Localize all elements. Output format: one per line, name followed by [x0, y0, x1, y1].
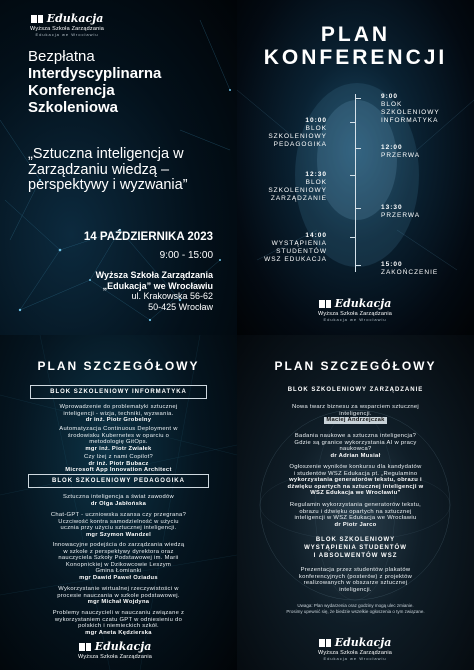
agenda-heading: PLAN	[320, 23, 391, 46]
talk-item: Regulamin wykorzystania generatorów tekstu, obrazu i dźwięku opartych na sztucznej inteligencji w WSZ Edukacja we Wrocławiu dr Piotr Jarco	[289, 502, 422, 528]
brand-school: Wyższa Szkoła Zarządzania	[30, 26, 105, 32]
book-icon	[31, 14, 44, 24]
event-date: 14 PAŹDZIERNIKA 2023	[83, 231, 213, 243]
intro-panel	[0, 0, 237, 335]
agenda-item: 9:00 BLOK SZKOLENIOWY INFORMATYKA	[381, 93, 440, 124]
talk-item: Badania naukowe a sztuczna inteligencja? Gdzie są granice wykorzystania AI w pracy naukowca? dr Adrian Musiał	[294, 433, 417, 459]
talk-item: Problemy nauczycieli w nauczaniu związane z wykorzystaniem czatu GPT w odniesieniu do polskich i niemieckich szkół. mgr Aneta Kędzierska	[52, 610, 185, 636]
brand-name: Edukacja	[46, 12, 104, 25]
brand-name: Edukacja	[94, 640, 152, 653]
agenda-item: 10:00 BLOK SZKOLENIOWY PEDAGOGIKA	[268, 117, 327, 148]
book-icon	[319, 299, 332, 309]
talk-item: Chat-GPT - uczniowska szansa czy przegrana? Uczciwość kontra samodzielność w użyciu ucznia przy użyciu sztucznej inteligencji. mgr Szymon Wandzel	[50, 512, 187, 538]
brand-school: Wyższa Szkoła Zarządzania	[78, 654, 153, 660]
timeline-tick	[350, 175, 355, 176]
timeline-tick	[356, 208, 361, 209]
block-students-title: BLOK SZKOLENIOWY WYSTĄPIENIA STUDENTÓW I ABSOLWENTÓW WSZ	[304, 537, 407, 559]
timeline-tick	[356, 98, 361, 99]
block-informatyka-title: BLOK SZKOLENIOWY INFORMATYKA	[30, 385, 207, 399]
talk-item: Innowacyjne podejścia do zarządzania wiedzą w szkole z perspektywy dyrektora oraz nauczyciela Szkoły Podstawowej im. Marii Konopnickiej w Dzikowcowie Leszym Gmina Łomianki mgr Dawid Paweł Oziadus	[52, 542, 185, 581]
event-time: 9:00 - 15:00	[159, 250, 213, 261]
block-pedagogika-title: BLOK SZKOLENIOWY PEDAGOGIKA	[28, 474, 209, 488]
event-venue: Wyższa Szkoła Zarządzania „Edukacja” we Wrocławiu ul. Krakowska 56-62 50-425 Wrocław	[95, 270, 213, 312]
brand-logo	[30, 12, 104, 37]
brand-city: Edukacja we Wrocławiu	[323, 317, 387, 322]
brand-logo	[78, 640, 152, 660]
brand-name: Edukacja	[334, 636, 392, 649]
agenda-heading-sub: KONFERENCJI	[263, 46, 448, 69]
talk-item: Nowa twarz biznesu za wsparciem sztucznej inteligencji. Maciej Andrzejczak	[292, 404, 419, 424]
agenda-item: 14:00 WYSTĄPIENIA STUDENTÓW WSZ EDUKACJA	[264, 232, 327, 263]
brand-city: Edukacja we Wrocławiu	[323, 656, 387, 661]
timeline-tick	[350, 237, 355, 238]
talk-item: Ogłoszenie wyników konkursu dla kandydatów i studentów WSZ Edukacja pt. „Regulamino wykorzystania generatorów tekstu, obrazu i dźwięku opartych na sztucznej inteligencji w WSZ Edukacja we Wrocławiu”	[287, 464, 424, 497]
conference-theme: „Sztuczna inteligencja w Zarządzaniu wiedzą – perspektywy i wyzwania”	[28, 146, 188, 193]
brand-school: Wyższa Szkoła Zarządzania	[318, 311, 393, 317]
timeline-tick	[356, 265, 361, 266]
conference-title: Interdyscyplinarna Konferencja Szkoleniowa	[28, 65, 162, 116]
talk-item: Wprowadzenie do problematyki sztucznej inteligencji - wizja, techniki, wyzwania. dr inż. Piotr Grobelny	[59, 404, 178, 424]
timeline-line	[355, 94, 356, 272]
agenda-item: 13:30 PRZERWA	[381, 204, 421, 219]
detail-heading-left: PLAN SZCZEGÓŁOWY	[37, 359, 200, 373]
detail-heading-right: PLAN SZCZEGÓŁOWY	[274, 359, 437, 373]
talk-item: Czy lżej z nami Copilot? dr inż. Piotr Bubacz Microsoft App Innovation Architect	[65, 454, 172, 474]
book-icon	[319, 638, 332, 648]
block-zarzadzanie-title: BLOK SZKOLENIOWY ZARZĄDZANIE	[287, 387, 424, 393]
agenda-item: 15:00 ZAKOŃCZENIE	[381, 261, 439, 276]
book-icon	[79, 642, 92, 652]
brand-logo	[318, 636, 392, 661]
talk-item: Sztuczna inteligencja a świat zawodów dr Olga Jabłońska	[63, 494, 174, 507]
talk-item: Automatyzacja Continuous Deployment w środowisku Kubernetes w oparciu o metodologię GitOps. mgr inż. Piotr Zwiałek	[59, 426, 178, 452]
disclaimer-note: Prosimy upewnić się, że biedzie wszelkie ogłoszenia o tym związane.	[286, 609, 425, 614]
talk-item: Wykorzystanie wirtualnej rzeczywistości w procesie nauczania w szkole podstawowej. mgr Michał Wojdyna	[57, 586, 180, 606]
brand-city: Edukacja we Wrocławiu	[35, 32, 99, 37]
disclaimer-note: Uwaga: Plan wydarzenia oraz godziny mogą ulec zmianie.	[297, 603, 414, 608]
brand-school: Wyższa Szkoła Zarządzania	[318, 650, 393, 656]
timeline-tick	[350, 122, 355, 123]
brand-logo	[318, 297, 392, 322]
brand-name: Edukacja	[334, 297, 392, 310]
agenda-item: 12:30 BLOK SZKOLENIOWY ZARZĄDZANIE	[268, 171, 327, 202]
timeline-tick	[356, 148, 361, 149]
agenda-item: 12:00 PRZERWA	[381, 144, 421, 159]
talk-item: Prezentacja przez studentów plakatów konferencyjnych (posterów) z projektów realizowanych w obszarze sztucznej inteligencji.	[298, 567, 413, 593]
title-lead: Bezpłatna	[28, 48, 95, 65]
